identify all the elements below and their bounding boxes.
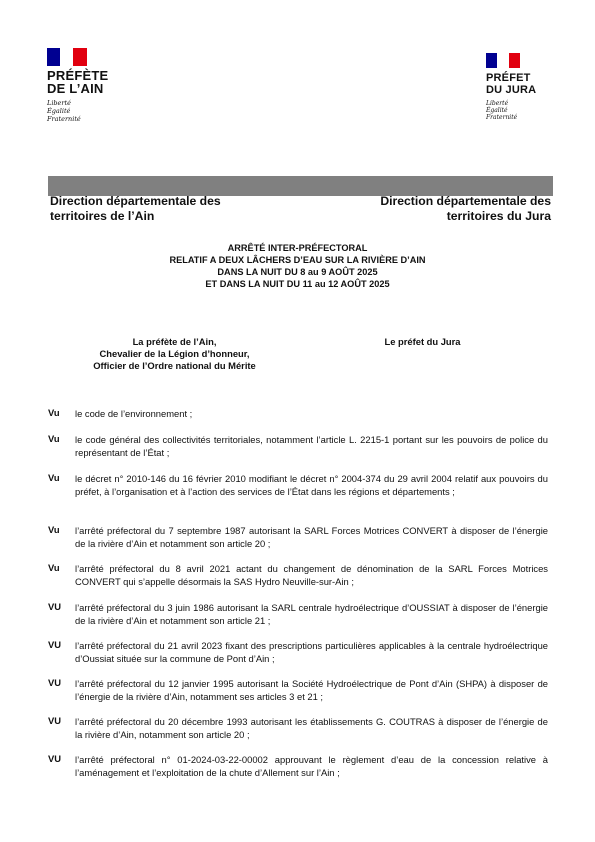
logo-name-line2: DE L’AIN	[47, 81, 104, 96]
logo-name-line1: PRÉFET	[486, 72, 531, 84]
header-right-directorate: Direction départementale des territoires du Jura	[380, 194, 551, 223]
french-flag-icon	[47, 48, 87, 66]
republic-motto: Liberté Égalité Fraternité	[486, 100, 518, 121]
signatory-jura: Le préfet du Jura	[384, 336, 461, 347]
header-left-directorate: Direction départementale des territoires de l’Ain	[50, 194, 221, 223]
prefecture-ain-logo	[47, 48, 108, 123]
french-flag-icon	[486, 53, 520, 68]
decree-title: ARRÊTÉ INTER-PRÉFECTORAL RELATIF A DEUX LÂCHERS D’EAU SUR LA RIVIÈRE D’AIN DANS LA NUIT DU 8 au 9 AOÛT 2025 ET DANS LA NUIT DU 11 au 12 AOÛT 2025	[169, 243, 426, 289]
logo-name-line2: DU JURA	[486, 84, 537, 96]
signatory-ain: La préfète de l’Ain, Chevalier de la Légion d’honneur, Officier de l’Ordre national du Mérite	[93, 336, 256, 371]
header-band	[48, 176, 553, 227]
prefecture-jura-logo	[486, 53, 536, 121]
republic-motto: Liberté Égalité Fraternité	[47, 99, 81, 123]
logo-name-line1: PRÉFÈTE	[47, 68, 109, 83]
